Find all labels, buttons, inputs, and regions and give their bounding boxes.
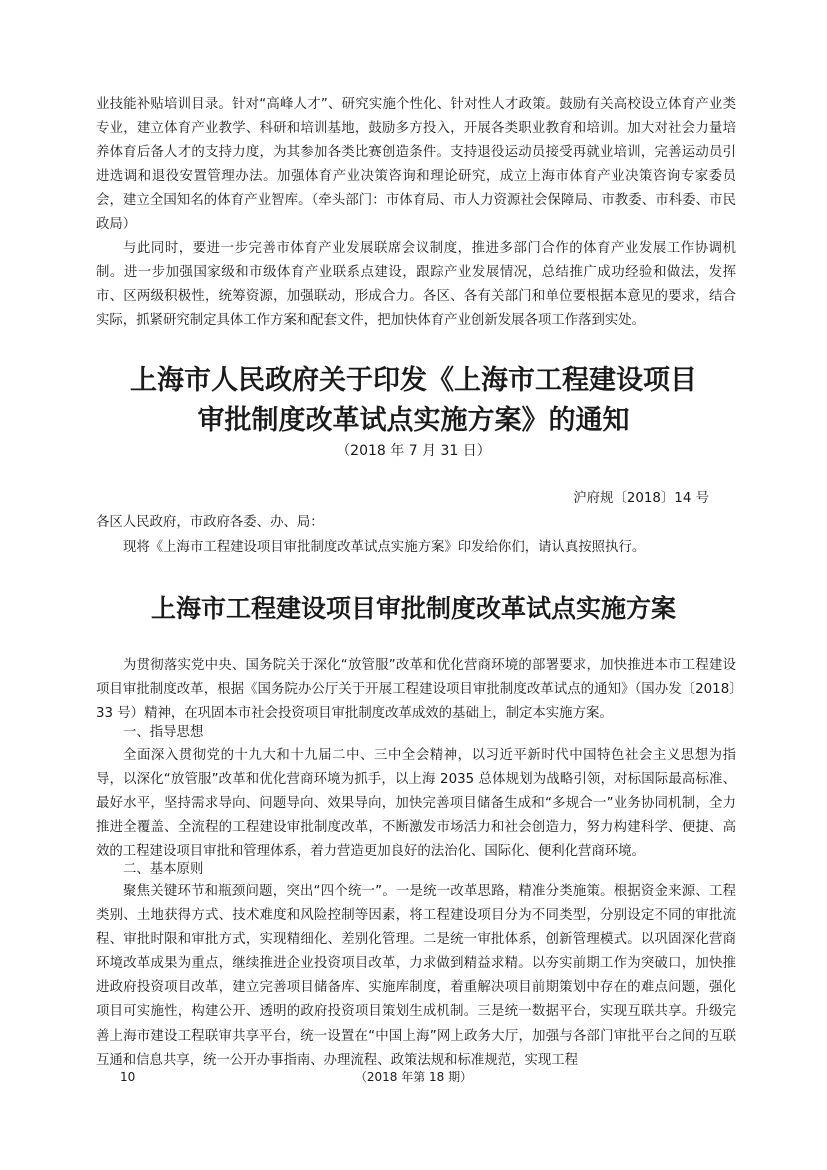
notice-title-line-1: 上海市人民政府关于印发《上海市工程建设项目 — [130, 365, 697, 396]
section-2-heading: 二、基本原则 — [123, 862, 204, 877]
page-number: 10 — [120, 1070, 136, 1084]
notice-body: 现将《上海市工程建设项目审批制度改革试点实施方案》印发给你们，请认真按照执行。 — [123, 540, 646, 555]
issue-label: （2018 年第 18 期） — [354, 1070, 473, 1084]
notice-date: （2018 年 7 月 31 日） — [336, 443, 491, 459]
plan-title: 上海市工程建设项目审批制度改革试点实施方案 — [150, 594, 676, 623]
document-number: 沪府规〔2018〕14 号 — [573, 491, 709, 506]
notice-addressee: 各区人民政府，市政府各委、办、局： — [96, 515, 324, 530]
plan-intro: 为贯彻落实党中央、国务院关于深化“放管服”改革和优化营商环境的部署要求，加快推进本市工程建设项目审批制度改革，根据《国务院办公厅关于开展工程建设项目审批制度改革试点的通知》（国办发〔2018〕33 号）精神，在巩固本市社会投资项目审批制度改革成效的基础上，制定本实施方案。 — [96, 658, 736, 722]
section-1-heading: 一、指导思想 — [123, 725, 204, 740]
paragraph-coordination: 与此同时，要进一步完善市体育产业发展联席会议制度，推进多部门合作的体育产业发展工作协调机制。进一步加强国家级和市级体育产业联系点建设，跟踪产业发展情况，总结推广成功经验和做法，发挥市、区两级积极性，统筹资源，加强联动，形成合力。各区、各有关部门和单位要根据本意见的要求，结合实际，抓紧研究制定具体工作方案和配套文件，把加快体育产业创新发展各项工作落到实处。 — [96, 241, 736, 329]
paragraph-talent-support: 业技能补贴培训目录。针对“高峰人才”、研究实施个性化、针对性人才政策。鼓励有关高校设立体育产业类专业，建立体育产业教学、科研和培训基地，鼓励多方投入，开展各类职业教育和培训。加大对社会力量培养体育后备人才的支持力度，为其参加各类比赛创造条件。支持退役运动员接受再就业培训，完善运动员引进选调和退役安置管理办法。加强体育产业决策咨询和理论研究，成立上海市体育产业决策咨询专家委员会，建立全国知名的体育产业智库。（牵头部门：市体育局、市人力资源社会保障局、市教委、市科委、市民政局） — [96, 97, 736, 233]
notice-title-line-2: 审批制度改革试点实施方案》的通知 — [197, 405, 630, 436]
section-1-body: 全面深入贯彻党的十九大和十九届二中、三中全会精神，以习近平新时代中国特色社会主义思想为指导，以深化“放管服”改革和优化营商环境为抓手，以上海 2035 总体规划为战略引领，对标国际最高标准、最好水平，坚持需求导向、问题导向、效果导向，加快完善项目储备生成和“多规合一”业务协同机制，全力推进全覆盖、全流程的工程建设审批制度改革，不断激发市场活力和社会创造力，努力构建科学、便捷、高效的工程建设项目审批和管理体系，着力营造更加良好的法治化、国际化、便利化营商环境。 — [96, 748, 736, 860]
section-2-body: 聚焦关键环节和瓶颈问题，突出“四个统一”。一是统一改革思路，精准分类施策。根据资金来源、工程类别、土地获得方式、技术难度和风险控制等因素，将工程建设项目分为不同类型，分别设定不同的审批流程、审批时限和审批方式，实现精细化、差别化管理。二是统一审批体系，创新管理模式。以巩固深化营商环境改革成果为重点，继续推进企业投资项目改革，力求做到精益求精。以夯实前期工作为突破口，加快推进政府投资项目改革，建立完善项目储备库、实施库制度，着重解决项目前期策划中存在的难点问题，强化项目可实施性，构建公开、透明的政府投资项目策划生成机制。三是统一数据平台，实现互联共享。升级完善上海市建设工程联审共享平台，统一设置在“中国上海”网上政务大厅，加强与各部门审批平台之间的互联互通和信息共享，统一公开办事指南、办理流程、政策法规和标准规范，实现工程 — [96, 884, 736, 1068]
